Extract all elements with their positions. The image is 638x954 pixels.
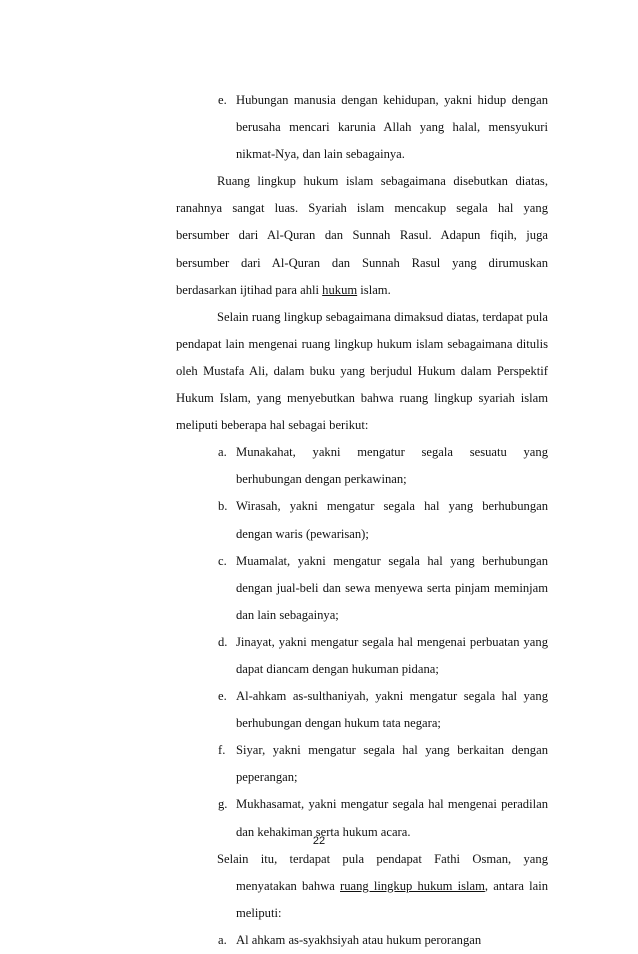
list-item-e — [176, 87, 548, 168]
list-label: e. — [218, 93, 227, 107]
paragraph-fathi-osman — [176, 846, 548, 927]
list-text: Mukhasamat, yakni mengatur segala hal mengenai peradilan dan kehakiman serta hukum acara. — [236, 797, 548, 839]
body-text — [176, 87, 548, 954]
list-text: Siyar, yakni mengatur segala hal yang berkaitan dengan peperangan; — [236, 743, 548, 785]
list-text: Jinayat, yakni mengatur segala hal mengenai perbuatan yang dapat diancam dengan hukuman pidana; — [236, 634, 548, 676]
paragraph-rest — [217, 873, 548, 927]
list-label: a. — [218, 932, 227, 947]
list-label: c. — [218, 553, 227, 568]
list-text: Hubungan manusia dengan kehidupan, yakni hidup dengan berusaha mencari karunia Allah yang halal, mensyukuri nikmat-Nya, dan lain sebagainya. — [236, 93, 548, 162]
page-number: 22 — [312, 835, 326, 847]
list-text: Munakahat, yakni mengatur segala sesuatu yang berhubungan dengan perkawinan; — [236, 445, 548, 487]
list-text: Al ahkam as-syakhsiyah atau hukum perorangan — [236, 932, 482, 947]
paragraph-text-end: islam. — [357, 282, 391, 297]
list-item-d — [176, 629, 548, 683]
list-item-osman-a — [176, 927, 548, 954]
list-item-c — [176, 548, 548, 629]
list-item-a — [176, 439, 548, 493]
list-label: f. — [218, 743, 226, 758]
list-label: g. — [218, 797, 228, 812]
list-item-e2 — [176, 683, 548, 737]
paragraph-text: Selain ruang lingkup sebagaimana dimaksud diatas, terdapat pula pendapat lain mengenai ruang lingkup hukum islam sebagaimana ditulis oleh Mustafa Ali, dalam buku yang berjudul Hukum dalam Perspektif Hukum Islam, yang menyebutkan bahwa ruang lingkup syariah islam meliputi beberapa hal sebagai berikut: — [176, 309, 548, 433]
paragraph-scope — [176, 168, 548, 303]
paragraph-text: Ruang lingkup hukum islam sebagaimana disebutkan diatas, ranahnya sangat luas. Syariah islam mencakup segala hal yang bersumber dari Al-Quran dan Sunnah Rasul. Adapun fiqih, juga bersumber dari Al-Quran dan Sunnah Rasul yang dirumuskan berdasarkan ijtihad para ahli — [176, 174, 548, 297]
list-text: Muamalat, yakni mengatur segala hal yang berhubungan dengan jual-beli dan sewa menyewa serta pinjam meminjam dan lain sebagainya; — [236, 553, 548, 622]
list-label: a. — [218, 445, 227, 460]
list-text: Wirasah, yakni mengatur segala hal yang berhubungan dengan waris (pewarisan); — [236, 499, 548, 541]
paragraph-first-line: Selain itu, terdapat pula pendapat Fathi Osman, yang — [217, 851, 548, 866]
ruang-lingkup-link[interactable]: ruang lingkup hukum islam — [340, 878, 485, 893]
list-label: e. — [218, 689, 227, 704]
list-item-b — [176, 493, 548, 547]
paragraph-mustafa-ali — [176, 304, 548, 439]
list-label: d. — [218, 634, 228, 649]
hukum-link[interactable]: hukum — [322, 282, 358, 297]
list-item-f — [176, 737, 548, 791]
list-label: b. — [218, 499, 228, 514]
paragraph-text-end: , antara lain meliputi: — [236, 878, 548, 920]
paragraph-text: menyatakan bahwa — [236, 878, 341, 893]
list-text: Al-ahkam as-sulthaniyah, yakni mengatur segala hal yang berhubungan dengan hukum tata negara; — [236, 689, 548, 731]
